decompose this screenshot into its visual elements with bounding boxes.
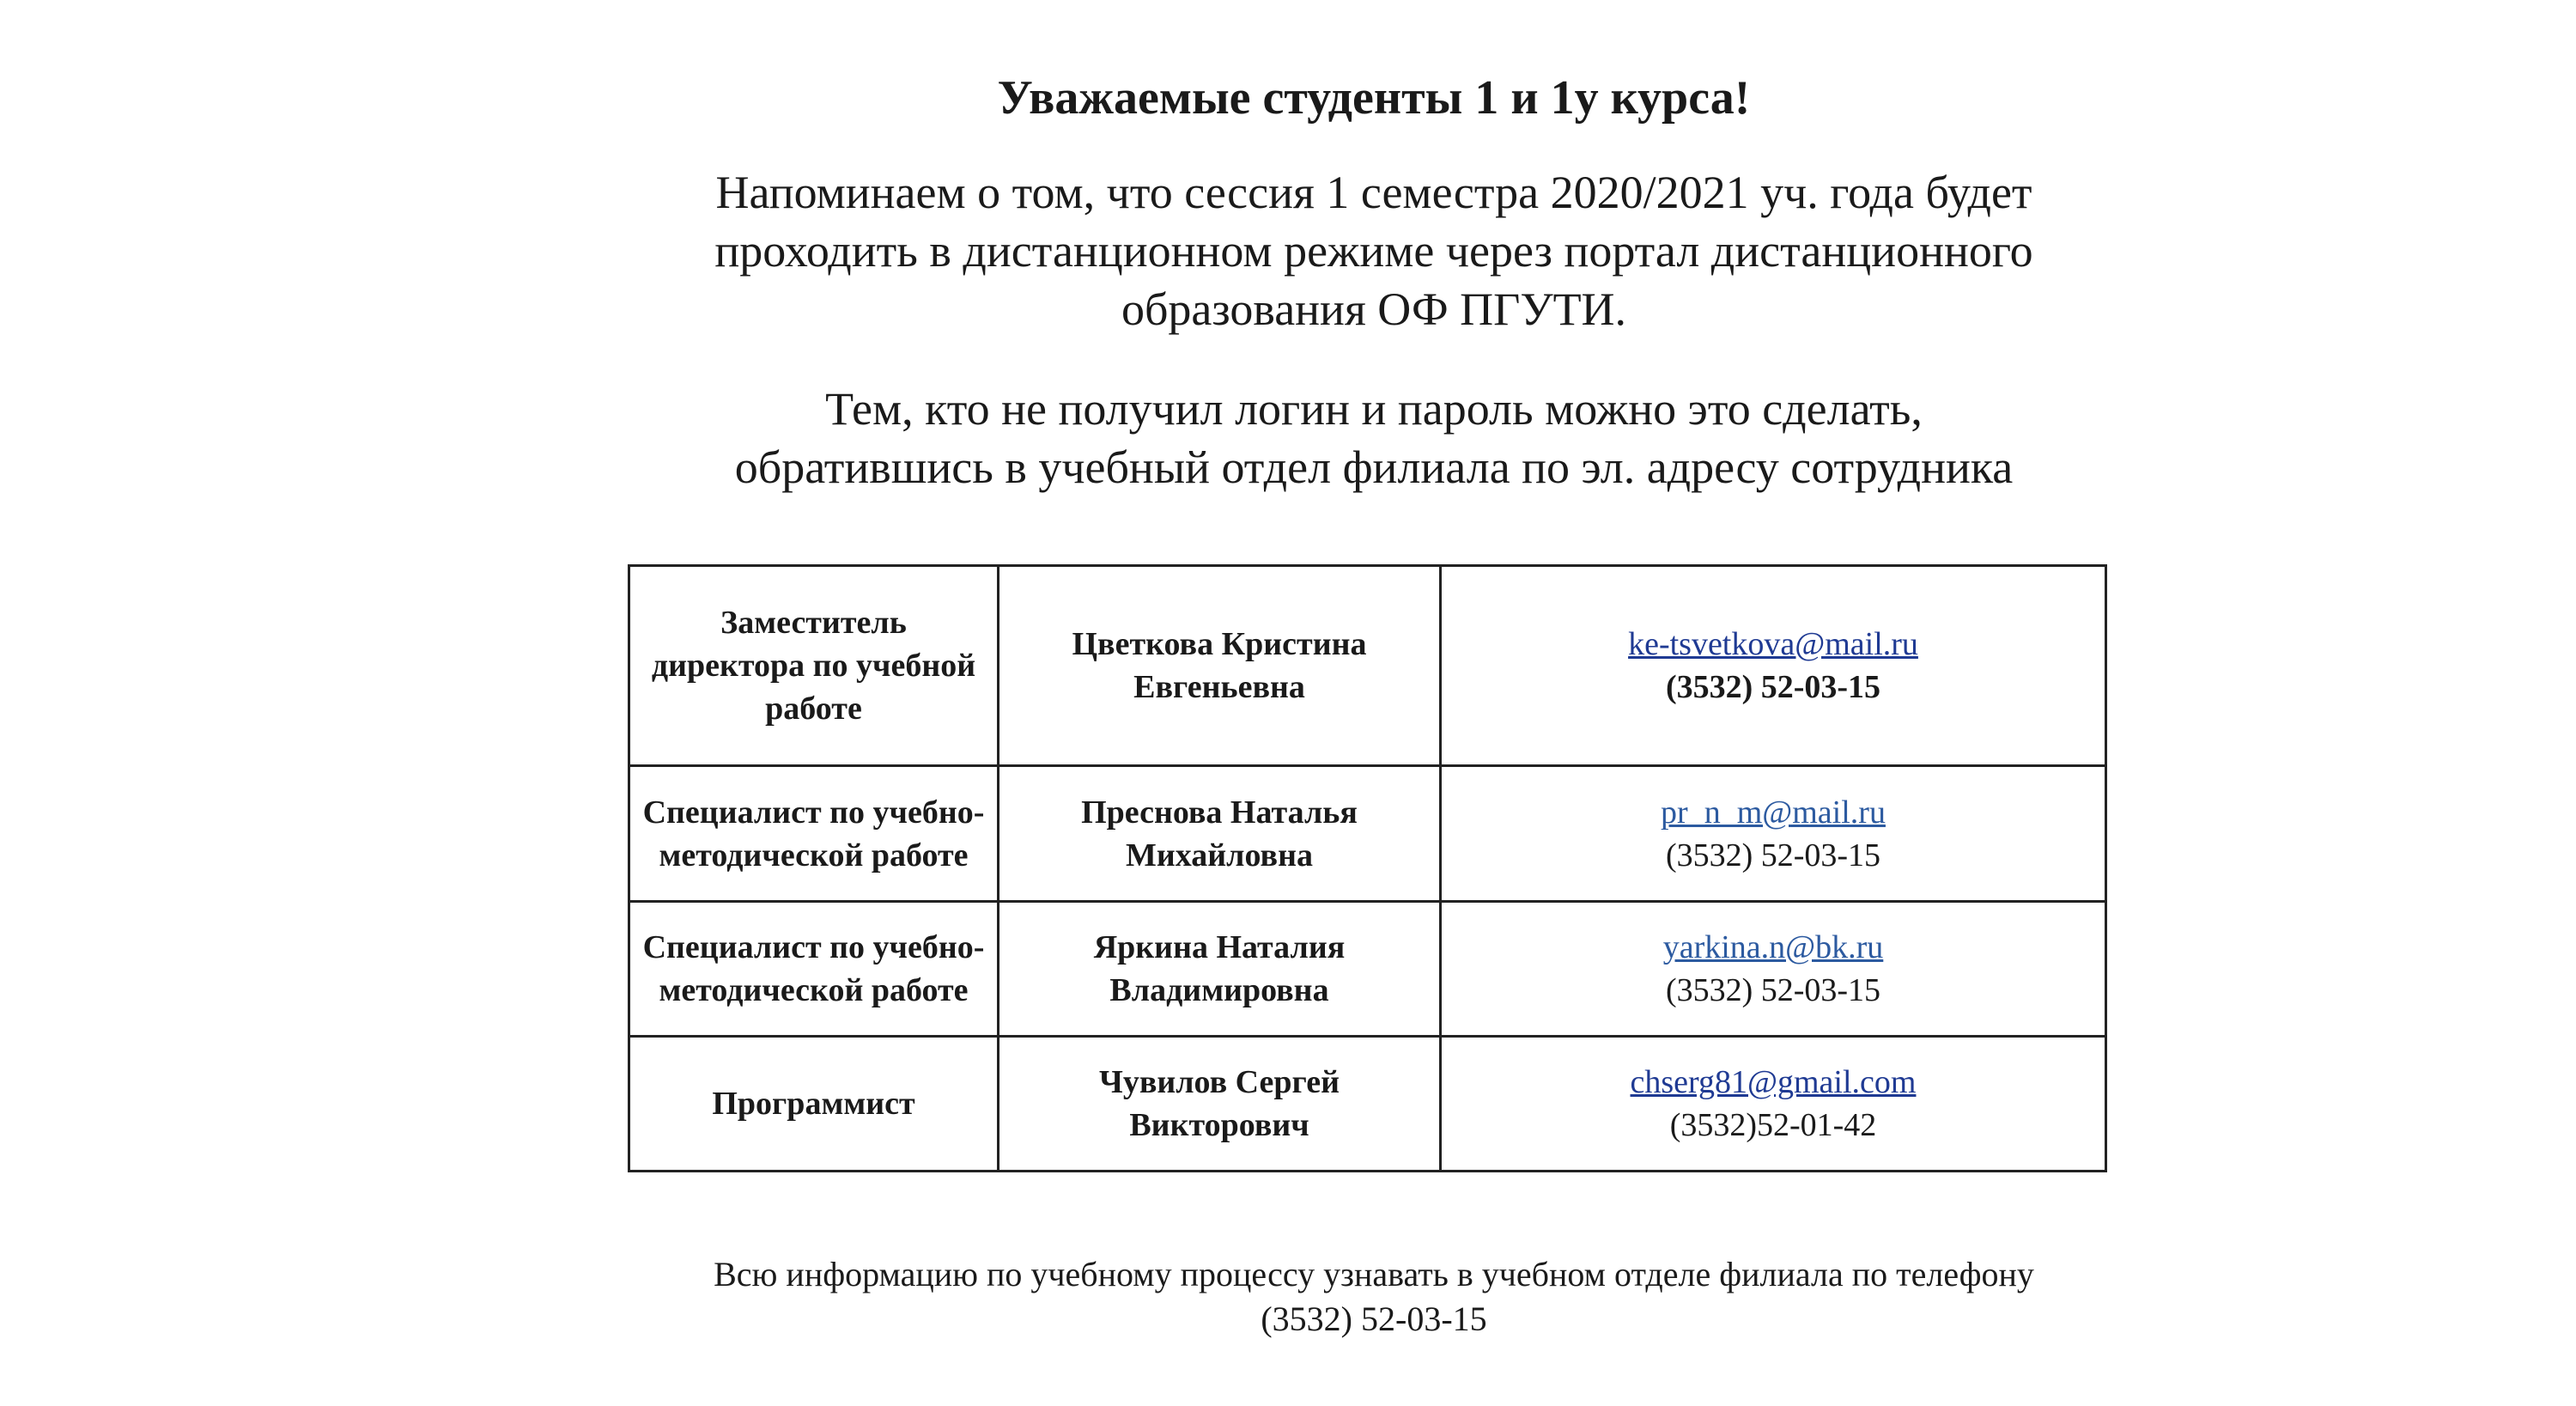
contact-phone: (3532) 52-03-15 [1665,971,1881,1008]
contact-role [629,566,999,766]
contact-name-line: Евгеньевна [1133,669,1305,706]
contact-name-line: Михайловна [1126,837,1313,873]
contact-role-line: методической работе [659,971,969,1008]
footer-note-line: Всю информацию по учебному процессу узнавать в учебном отделе филиала по телефону [714,1255,2034,1293]
table-row [629,901,2106,1036]
footer-note [0,1252,2576,1342]
session-notice [0,163,2576,338]
login-instructions-line: обратившись в учебный отдел филиала по эл. адресу сотрудника [734,441,2014,493]
contact-role [629,901,999,1036]
contact-name-line: Викторович [1129,1106,1309,1143]
contact-details [1441,566,2106,766]
contact-details [1441,766,2106,901]
contact-name [999,1036,1441,1171]
contacts-table [628,564,2107,1172]
contact-phone: (3532)52-01-42 [1669,1106,1877,1143]
login-instructions-line: Тем, кто не получил логин и пароль можно это сделать, [825,383,1923,435]
contact-details [1441,901,2106,1036]
contact-phone: (3532) 52-03-15 [1665,837,1881,873]
contact-role-line: Программист [712,1085,915,1122]
contact-details [1441,1036,2106,1171]
page-title: Уважаемые студенты 1 и 1у курса! [997,71,1751,125]
contact-role-line: директора по учебной [651,648,976,685]
contact-email-link[interactable]: chserg81@gmail.com [1630,1063,1917,1100]
contact-role-line: методической работе [659,837,969,873]
session-notice-line: Напоминаем о том, что сессия 1 семестра 2020/2021 уч. года будет [715,167,2032,218]
contact-name-line: Яркина Наталия [1093,928,1346,965]
contact-role-line: Специалист по учебно- [642,928,985,965]
contact-name [999,901,1441,1036]
contact-email-link[interactable]: ke-tsvetkova@mail.ru [1628,626,1918,663]
contact-name-line: Цветкова Кристина [1072,626,1367,663]
contact-role-line: работе [765,691,862,727]
contact-name [999,566,1441,766]
table-row [629,766,2106,901]
contact-role [629,1036,999,1171]
login-instructions [0,380,2576,496]
contact-name [999,766,1441,901]
session-notice-line: образования ОФ ПГУТИ. [1121,283,1627,335]
contact-name-line: Преснова Наталья [1081,794,1358,831]
table-row [629,1036,2106,1171]
footer-phone: (3532) 52-03-15 [1261,1299,1487,1338]
contact-name-line: Владимировна [1109,971,1329,1008]
table-row [629,566,2106,766]
contact-role [629,766,999,901]
contact-name-line: Чувилов Сергей [1098,1063,1340,1100]
contact-role-line: Специалист по учебно- [642,794,985,831]
contact-role-line: Заместитель [720,605,907,642]
contact-email-link[interactable]: yarkina.n@bk.ru [1662,928,1884,965]
contact-email-link[interactable]: pr_n_m@mail.ru [1661,794,1886,831]
session-notice-line: проходить в дистанционном режиме через портал дистанционного [714,225,2033,277]
contact-phone: (3532) 52-03-15 [1665,669,1881,706]
